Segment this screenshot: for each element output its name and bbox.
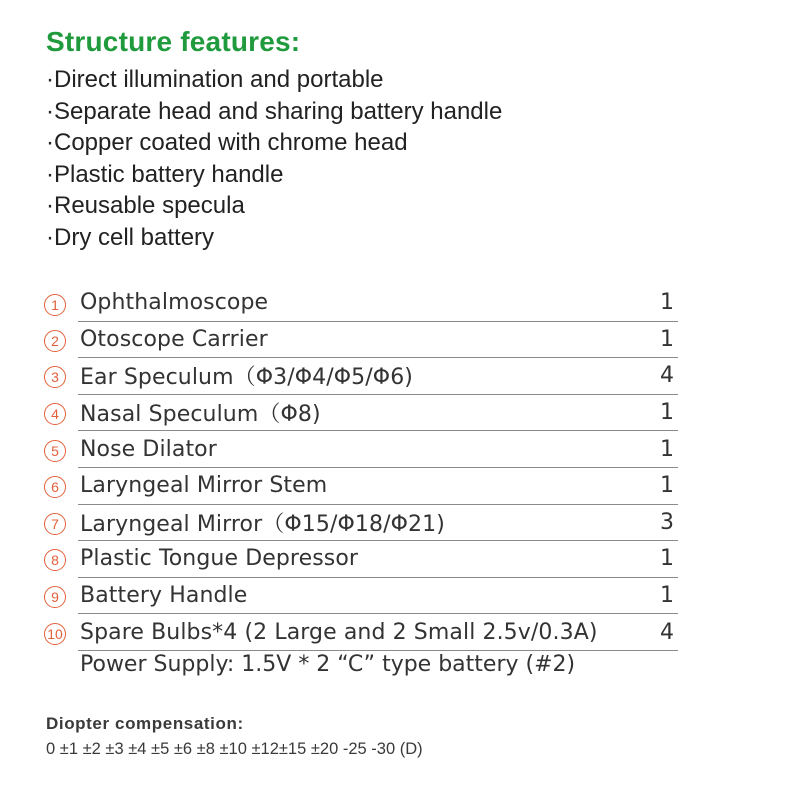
feature-item: ·Plastic battery handle <box>46 160 284 188</box>
circled-number: 1 <box>44 294 66 316</box>
part-quantity: 1 <box>638 394 678 431</box>
part-name: Laryngeal Mirror（Φ15/Φ18/Φ21) <box>78 504 638 541</box>
part-name: Nose Dilator <box>78 431 638 468</box>
part-quantity: 1 <box>638 577 678 614</box>
diopter-compensation-title: Diopter compensation: <box>46 714 244 733</box>
part-name: Ophthalmoscope <box>78 285 638 321</box>
feature-item: ·Dry cell battery <box>46 223 215 251</box>
part-number-cell <box>44 431 78 468</box>
part-quantity: 1 <box>638 431 678 468</box>
part-number-cell <box>44 467 78 504</box>
part-number-cell <box>44 394 78 431</box>
part-row <box>44 577 678 614</box>
part-name: Battery Handle <box>78 577 638 614</box>
part-name: Laryngeal Mirror Stem <box>78 467 638 504</box>
part-row <box>44 321 678 358</box>
structure-features-list <box>46 64 502 254</box>
circled-number: 8 <box>44 549 66 571</box>
part-quantity: 1 <box>638 541 678 578</box>
part-quantity: 3 <box>638 504 678 541</box>
circled-number: 7 <box>44 513 66 535</box>
part-number-cell <box>44 577 78 614</box>
part-row <box>44 504 678 541</box>
part-name: Nasal Speculum（Φ8) <box>78 394 638 431</box>
circled-number: 9 <box>44 586 66 608</box>
part-number-cell <box>44 614 78 651</box>
part-name: Otoscope Carrier <box>78 321 638 358</box>
part-row <box>44 541 678 578</box>
circled-number: 4 <box>44 403 66 425</box>
diopter-compensation-values: 0 ±1 ±2 ±3 ±4 ±5 ±6 ±8 ±10 ±12±15 ±20 -25 -30 (D) <box>46 740 423 758</box>
part-quantity: 1 <box>638 321 678 358</box>
part-number-cell <box>44 504 78 541</box>
feature-item: ·Separate head and sharing battery handle <box>46 97 503 125</box>
part-quantity: 1 <box>638 467 678 504</box>
feature-item: ·Direct illumination and portable <box>46 66 384 93</box>
part-number-cell <box>44 321 78 358</box>
part-quantity: 4 <box>638 358 678 395</box>
circled-number: 5 <box>44 440 66 462</box>
part-row <box>44 614 678 651</box>
part-row <box>44 285 678 321</box>
circled-number: 6 <box>44 476 66 498</box>
part-name: Plastic Tongue Depressor <box>78 541 638 578</box>
power-supply-note: Power Supply: 1.5V * 2 “C” type battery (#2) <box>80 652 576 677</box>
parts-list-table <box>44 285 678 651</box>
part-number-cell <box>44 358 78 395</box>
part-row <box>44 467 678 504</box>
circled-number: 3 <box>44 366 66 388</box>
part-quantity: 1 <box>638 285 678 321</box>
part-row <box>44 358 678 395</box>
circled-number: 10 <box>44 623 66 645</box>
structure-features-title: Structure features: <box>46 26 301 57</box>
part-row <box>44 394 678 431</box>
feature-item: ·Reusable specula <box>46 192 245 220</box>
part-number-cell <box>44 285 78 321</box>
part-name: Spare Bulbs*4 (2 Large and 2 Small 2.5v/0.3A) <box>78 614 638 651</box>
part-number-cell <box>44 541 78 578</box>
part-name: Ear Speculum（Φ3/Φ4/Φ5/Φ6) <box>78 358 638 395</box>
part-row <box>44 431 678 468</box>
feature-item: ·Copper coated with chrome head <box>46 129 408 157</box>
circled-number: 2 <box>44 330 66 352</box>
part-quantity: 4 <box>638 614 678 651</box>
